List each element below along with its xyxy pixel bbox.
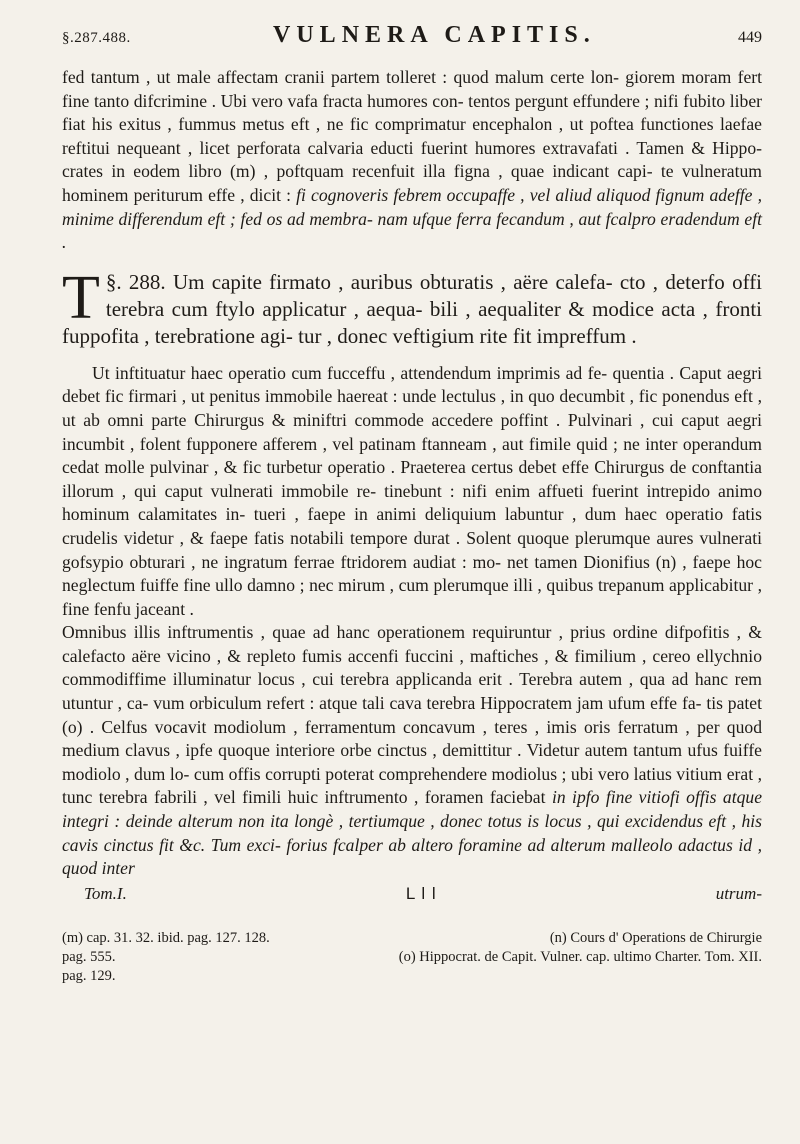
header-title: VULNERA CAPITIS.	[273, 22, 596, 48]
paragraph-text: Omnibus illis inftrumentis , quae ad hanc operationem requiruntur , prius ordine difpofitis , & calefacto aëre vicino , & repleto fumis accenfi fuccini , maftiches , & fimilium , cereo ellychnio commodiffime illuminatur locus , cui terebra applicanda erit . Terebra autem , qua ad hanc rem utuntur , ca- vum orbiculum refert : atque tali cava terebra Hippocratem jam ufum effe fa- tis patet (o) . Celfus vocavit modiolum , ferramentum concavum , teres , imis oris ferratum , per quod medium clavus , ipfe quoque interiore orbe cinctus , demittitur . Videtur autem tantum ufus fuiffe modiolo , dum lo- cum offis corrupti poterat comprehendere modiolus ; ubi vero latius vitium erat , tunc terebra fabrili , vel fimili huic inftrumento , foramen faciebat	[62, 622, 762, 808]
paragraph-continuation	[62, 66, 762, 255]
volume-mark: Tom.I.	[84, 883, 127, 903]
section-288	[62, 263, 763, 350]
footnote-o-continuation: pag. 129.	[62, 967, 116, 984]
footnote-m: (m) cap. 31. 32. ibid. pag. 127. 128.	[62, 929, 270, 946]
footnote-row	[62, 948, 762, 967]
page-number: 449	[738, 29, 762, 46]
celsus-quote: in ipfo fine vitiofi offis atque integri : deinde alterum non ita longè , tertiumque , donec totus is locus , qui excidendus eft , his cavis cinctus fit &c. Tum exci- forius fcalper ab altero foramine ad alterum malleolo adactus id , quod inter	[62, 787, 762, 879]
commentary-paragraph: Ut inftituatur haec operatio cum fucceffu , attendendum imprimis ad fe- quentia . Caput aegri debet fic firmari , ut penitus immobile haereat : unde lectulus , in quo decumbit , fic ponendus eft , ut ab omni parte Chirurgus & miniftri commode accedere poffint . Pulvinari , cui caput aegri incumbit , folent fupponere afferem , vel patinam ftanneam , aut fimile quid ; ne inter operandum cedat molle pulvinar , & fic turbetur operatio . Praeterea certus debet effe Chirurgus de conftantia illorum , qui caput vulnerati immobile re- tinebunt : nifi enim affueti fuerint intrepido animo hominum calamitates in- tueri , faepe in animi deliquium labuntur , dum haec operatio fatis crudelis videtur , & faepe fatis notabili tempore durat . Solent quoque plerumque aures vulnerati gofsypio obturari , ne ingratum ferrae ftridorem audiat : mo- net tamen Dionifius (n) , faepe hoc neglectum fuiffe fine ullo damno ; nec mirum , cum plerumque illi , quibus trepanum applicabitur , fine fenfu jaceant .	[62, 362, 762, 619]
catchword: utrum-	[715, 883, 762, 903]
footnote-n: (n) Cours d' Operations de Chirurgie	[549, 929, 762, 946]
footnote-o: (o) Hippocrat. de Capit. Vulner. cap. ultimo Charter. Tom. XII.	[398, 948, 762, 965]
footnote-n-continuation: pag. 555.	[62, 948, 116, 965]
footnote-row	[62, 929, 762, 948]
page	[62, 22, 762, 986]
drop-cap: T	[62, 263, 100, 332]
page-footer	[62, 883, 762, 905]
section-number: §. 288.	[105, 269, 166, 294]
footnotes	[62, 929, 762, 986]
section-text: Um capite firmato , auribus obturatis , aëre calefa- cto , deterfo offi terebra cum ftylo applicatur , aequa- bili , aequaliter & modice acta , fronti fuppofita , terebratione agi- tur , donec veftigium rite fit impreffum .	[62, 269, 763, 348]
header-section-range: §.287.488.	[62, 30, 131, 46]
commentary-paragraph-2	[62, 621, 762, 881]
paragraph-text: fed tantum , ut male affectam cranii partem tolleret : quod malum certe lon- giorem moram fert fine tanto difcrimine . Ubi vero vafa fracta humores con- tentos pergunt effundere ; nifi fubito liber fiat his exitus , fummus metus eft , ne fic comprimatur encephalon , ut poftea functiones laefae reftitui nequeant , licet perforata calvaria educti fuerint humores extravafati . Tamen & Hippo- crates in eodem libro (m) , poftquam recenfuit illa figna , quae indicant capi- te vulneratum hominem periturum effe , dicit :	[62, 67, 762, 205]
hippocrates-quote: fi cognoveris febrem occupaffe , vel aliud aliquod fignum adeffe , minime differendum eft ; fed os ad membra- nam ufque ferra fecandum , aut fcalpro eradendum eft .	[62, 184, 762, 253]
signature-mark: L l l	[405, 883, 437, 903]
running-header	[62, 22, 762, 52]
